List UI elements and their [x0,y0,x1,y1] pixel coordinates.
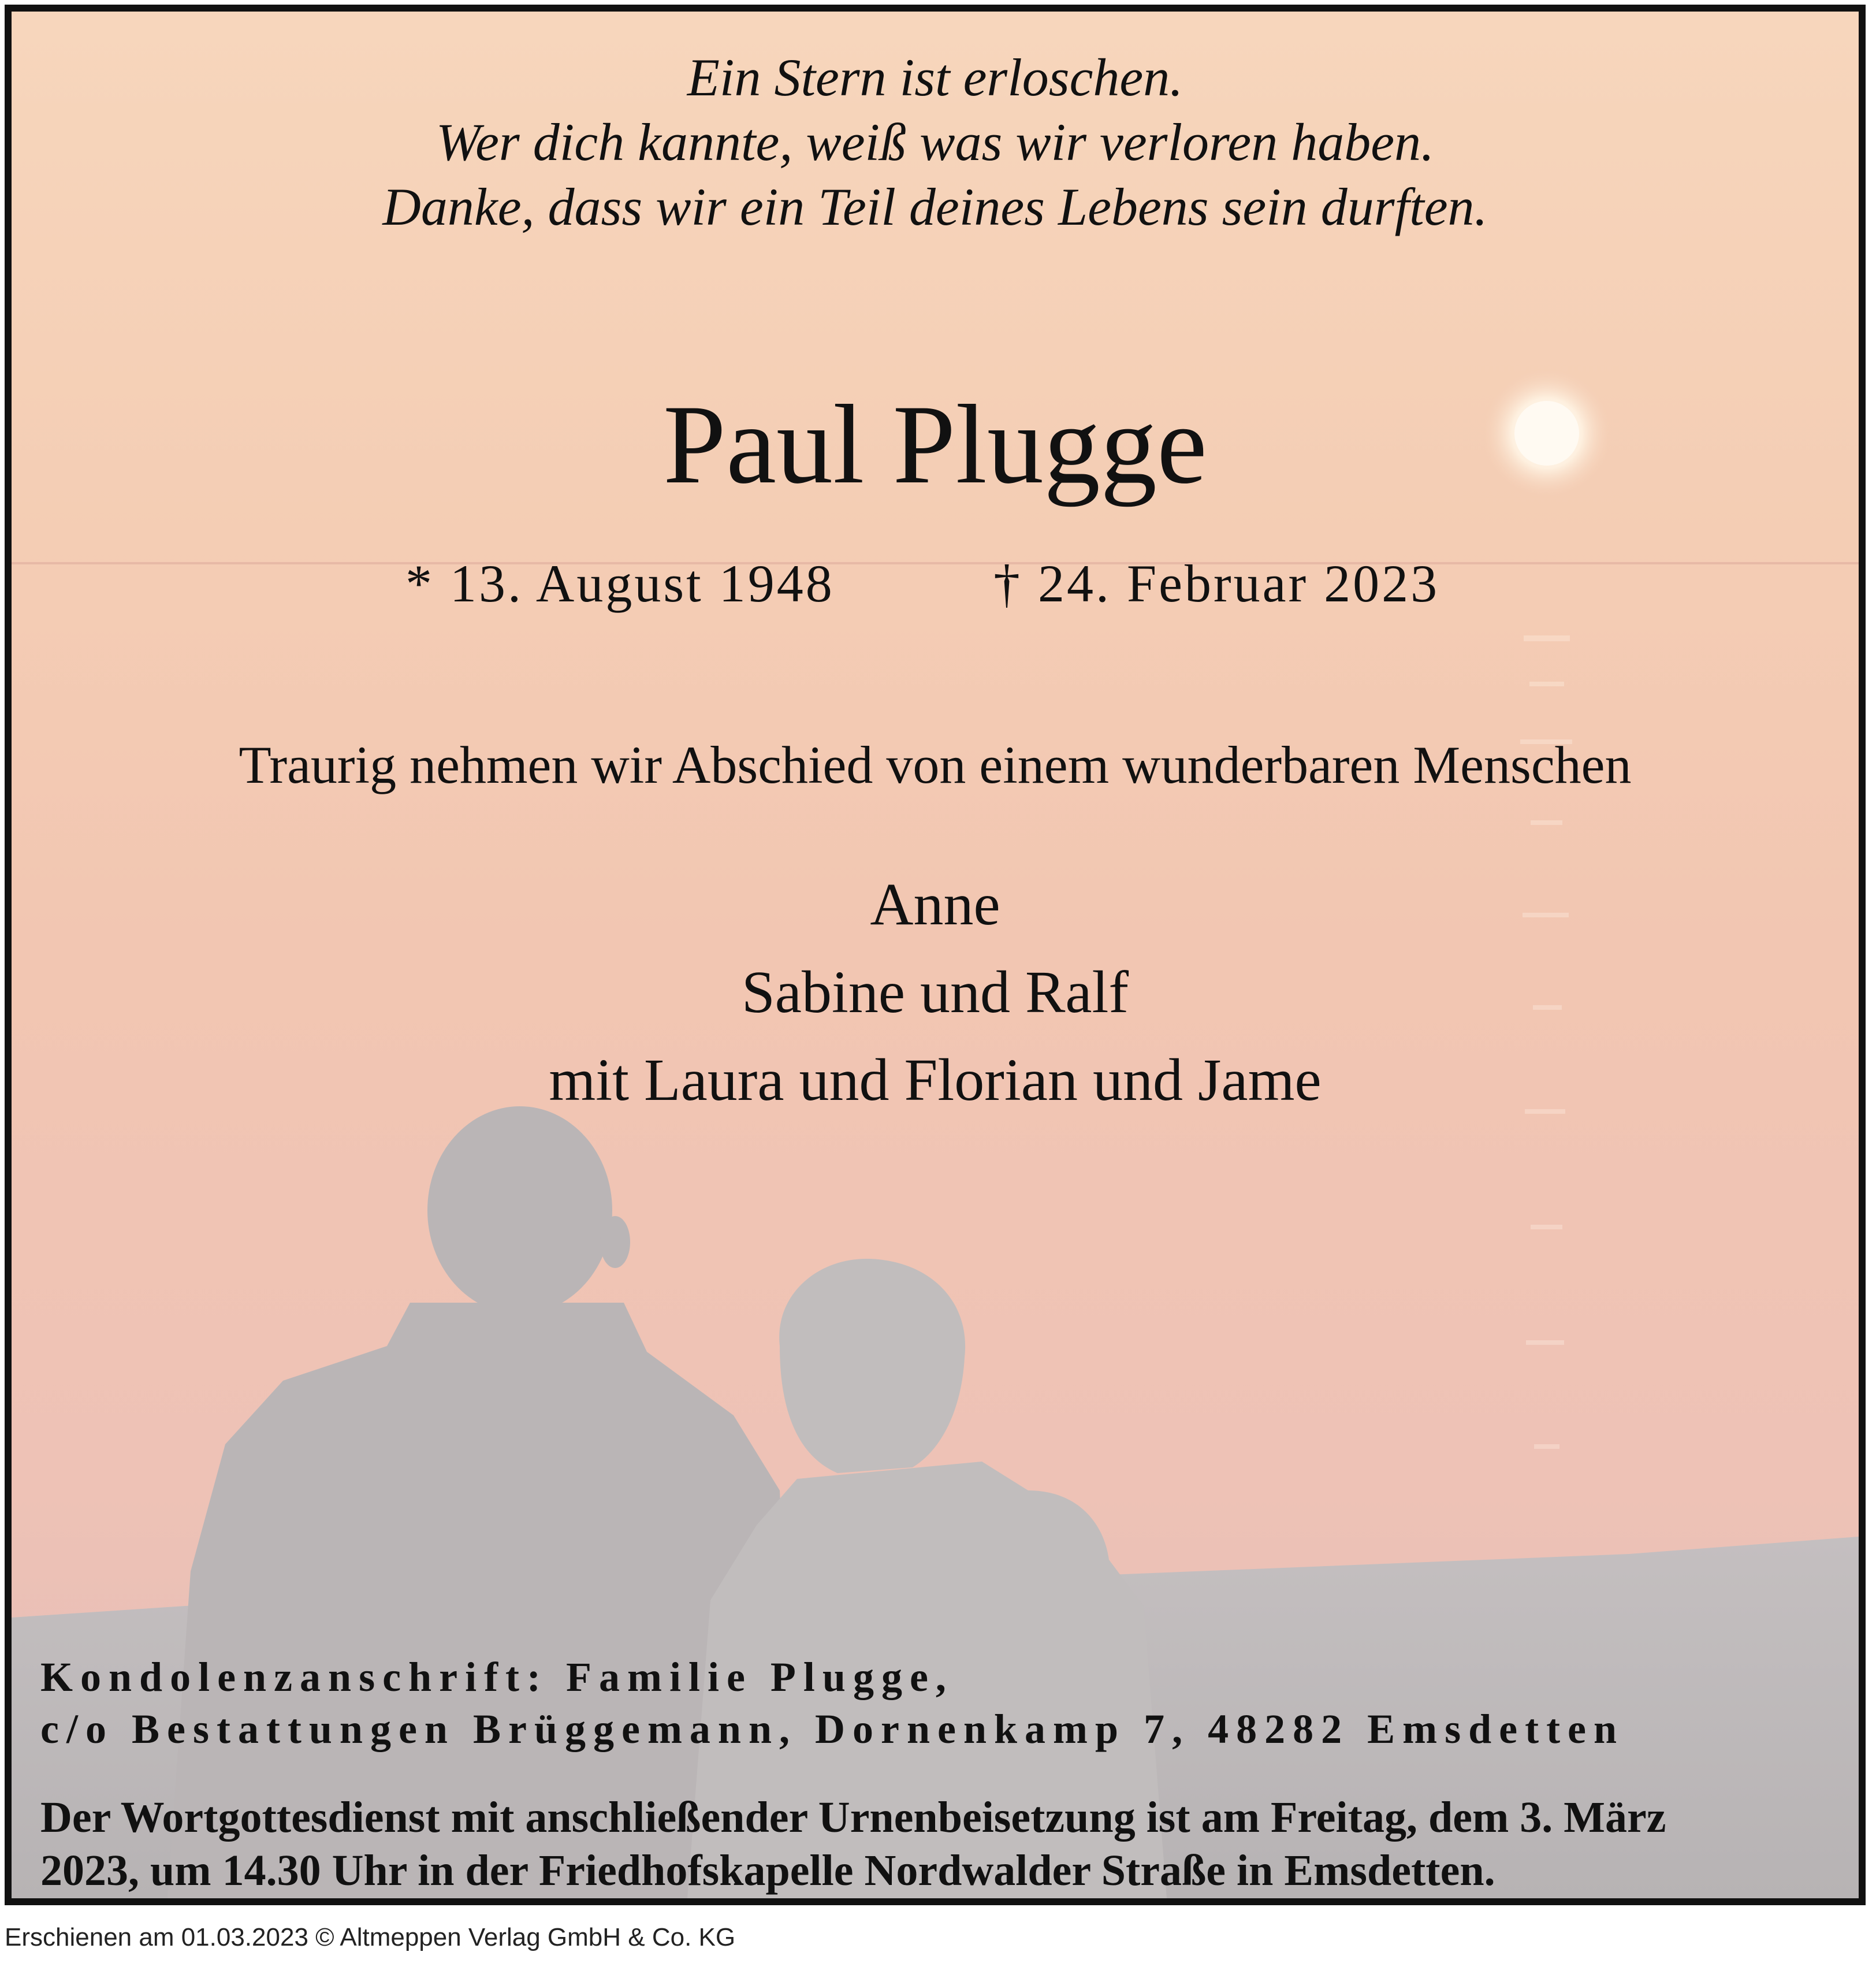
service-line: 2023, um 14.30 Uhr in der Friedhofskapelle Nordwalder Straße in Emsdetten. [40,1846,1495,1895]
deceased-name: Paul Plugge [663,382,1207,507]
motto-verse [12,45,1859,239]
condolence-address [40,1651,1624,1755]
death-date: † 24. Februar 2023 [993,554,1440,613]
mourners-list [12,861,1859,1124]
condolence-line: Kondolenzanschrift: Familie Plugge, [40,1654,954,1700]
obituary-frame [5,5,1866,1905]
condolence-line: c/o Bestattungen Brüggemann, Dornenkamp 7, 48282 Emsdetten [40,1706,1625,1752]
service-line: Der Wortgottesdienst mit anschließender Urnenbeisetzung ist am Freitag, dem 3. März [40,1793,1666,1842]
service-notice [40,1791,1666,1897]
publication-footer: Erschienen am 01.03.2023 © Altmeppen Verlag GmbH & Co. KG [5,1923,736,1951]
farewell-text: Traurig nehmen wir Abschied von einem wunderbaren Menschen [239,735,1632,794]
birth-date: * 13. August 1948 [405,554,835,613]
mourner-line: Anne [870,871,1000,938]
mourner-line: mit Laura und Florian und Jame [549,1047,1322,1113]
motto-line: Ein Stern ist erloschen. [687,48,1183,107]
motto-line: Wer dich kannte, weiß was wir verloren haben. [436,113,1435,172]
mourner-line: Sabine und Ralf [741,959,1129,1025]
motto-line: Danke, dass wir ein Teil deines Lebens sein durften. [382,177,1488,236]
